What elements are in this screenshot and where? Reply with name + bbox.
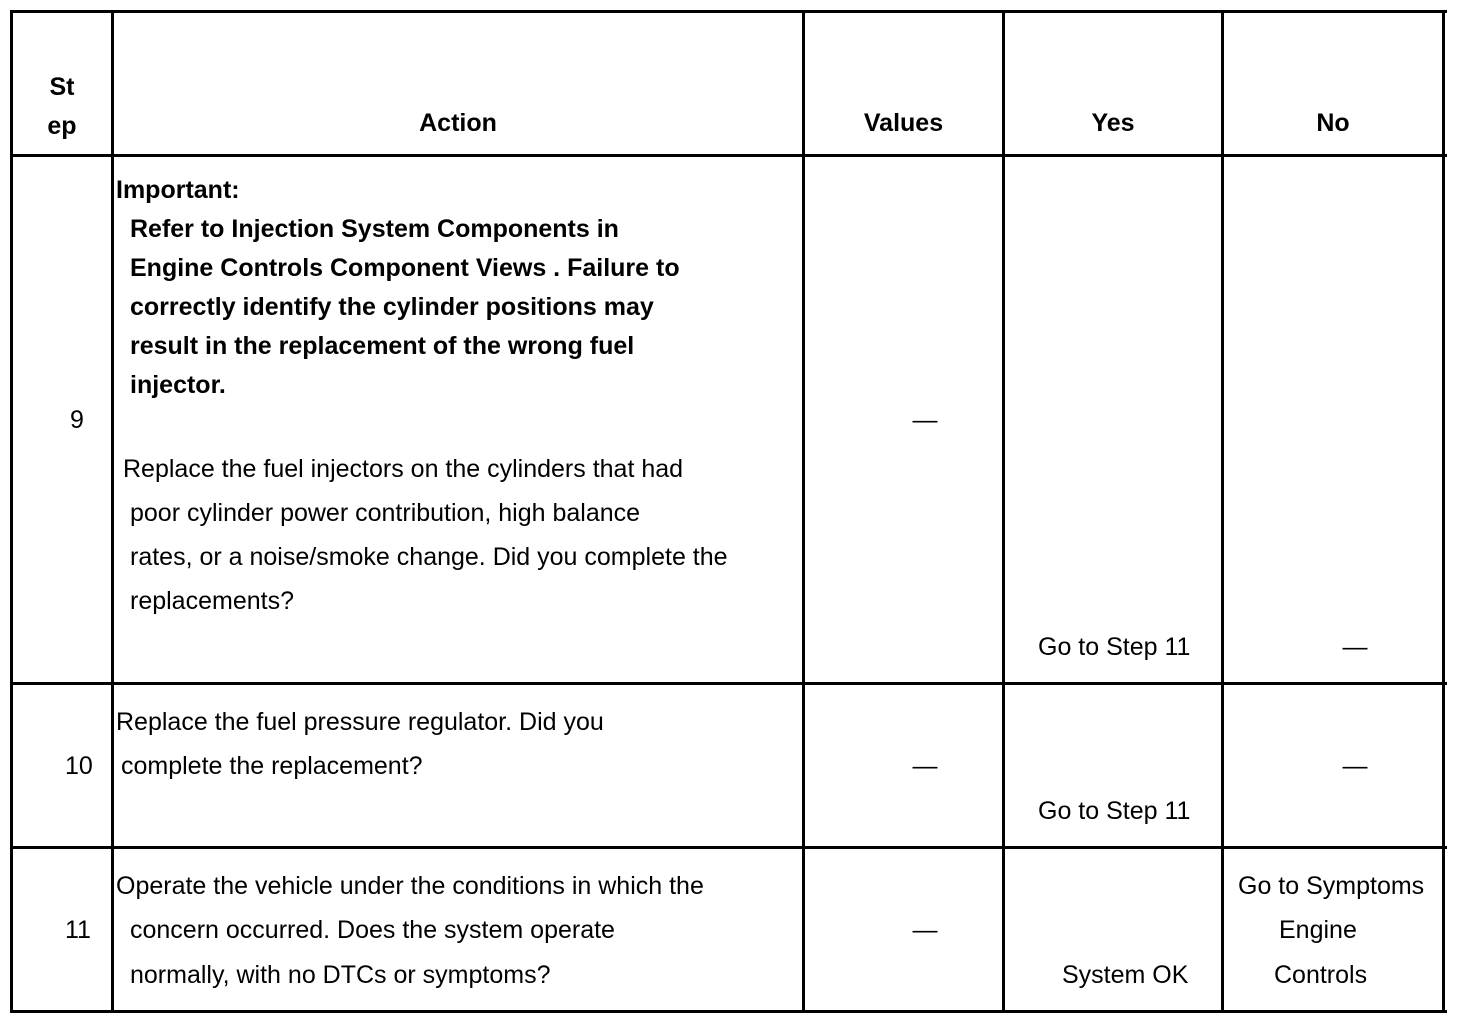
yes-cell: Go to Step 11 bbox=[1038, 797, 1191, 825]
column-divider bbox=[1002, 10, 1005, 1013]
no-cell-line: Engine bbox=[1279, 916, 1357, 944]
header-values: Values bbox=[863, 109, 944, 137]
column-divider bbox=[111, 10, 114, 1013]
action-text-line: rates, or a noise/smoke change. Did you complete the bbox=[130, 543, 728, 571]
no-cell-line: Controls bbox=[1274, 961, 1368, 989]
important-note-line: correctly identify the cylinder positions may bbox=[130, 293, 654, 321]
table-border-right bbox=[1442, 10, 1445, 1013]
action-text-line: Replace the fuel injectors on the cylinders that had bbox=[123, 455, 684, 483]
important-note-line: Engine Controls Component Views . Failure to bbox=[130, 254, 680, 282]
action-text-line: replacements? bbox=[130, 587, 294, 615]
step-number: 9 bbox=[70, 406, 84, 434]
values-cell: — bbox=[912, 406, 938, 434]
important-note-line: Refer to Injection System Components in bbox=[130, 215, 619, 243]
table-border-left bbox=[10, 10, 13, 1013]
row-divider bbox=[10, 846, 1447, 849]
header-no: No bbox=[1316, 109, 1350, 137]
table-border-top bbox=[10, 10, 1447, 13]
yes-cell: System OK bbox=[1062, 961, 1189, 989]
action-text-line: normally, with no DTCs or symptoms? bbox=[130, 961, 551, 989]
header-action: Action bbox=[419, 109, 497, 137]
important-note-line: injector. bbox=[130, 371, 226, 399]
header-step-line2: ep bbox=[47, 112, 77, 140]
action-text-line: poor cylinder power contribution, high balance bbox=[130, 499, 641, 527]
important-label: Important: bbox=[116, 176, 240, 204]
values-cell: — bbox=[912, 752, 938, 780]
action-text-line: complete the replacement? bbox=[121, 752, 423, 780]
action-text-line: Replace the fuel pressure regulator. Did you bbox=[116, 708, 604, 736]
header-yes: Yes bbox=[1091, 109, 1135, 137]
table-border-bottom bbox=[10, 1010, 1447, 1013]
header-step-line1: St bbox=[49, 73, 75, 101]
column-divider bbox=[1221, 10, 1224, 1013]
step-number: 10 bbox=[65, 752, 93, 780]
important-note bbox=[130, 210, 680, 405]
action-text-line: Operate the vehicle under the conditions in which the bbox=[116, 872, 704, 900]
important-note-line: result in the replacement of the wrong fuel bbox=[130, 332, 635, 360]
no-cell-line: Go to Symptoms bbox=[1238, 872, 1425, 900]
row-divider bbox=[10, 682, 1447, 685]
step-number: 11 bbox=[65, 916, 91, 944]
header-step bbox=[13, 68, 111, 146]
yes-cell: Go to Step 11 bbox=[1038, 633, 1191, 661]
row-divider bbox=[10, 154, 1447, 157]
column-divider bbox=[802, 10, 805, 1013]
no-cell: — bbox=[1342, 752, 1368, 780]
no-cell: — bbox=[1342, 633, 1368, 661]
action-text-line: concern occurred. Does the system operate bbox=[130, 916, 615, 944]
values-cell: — bbox=[912, 916, 938, 944]
